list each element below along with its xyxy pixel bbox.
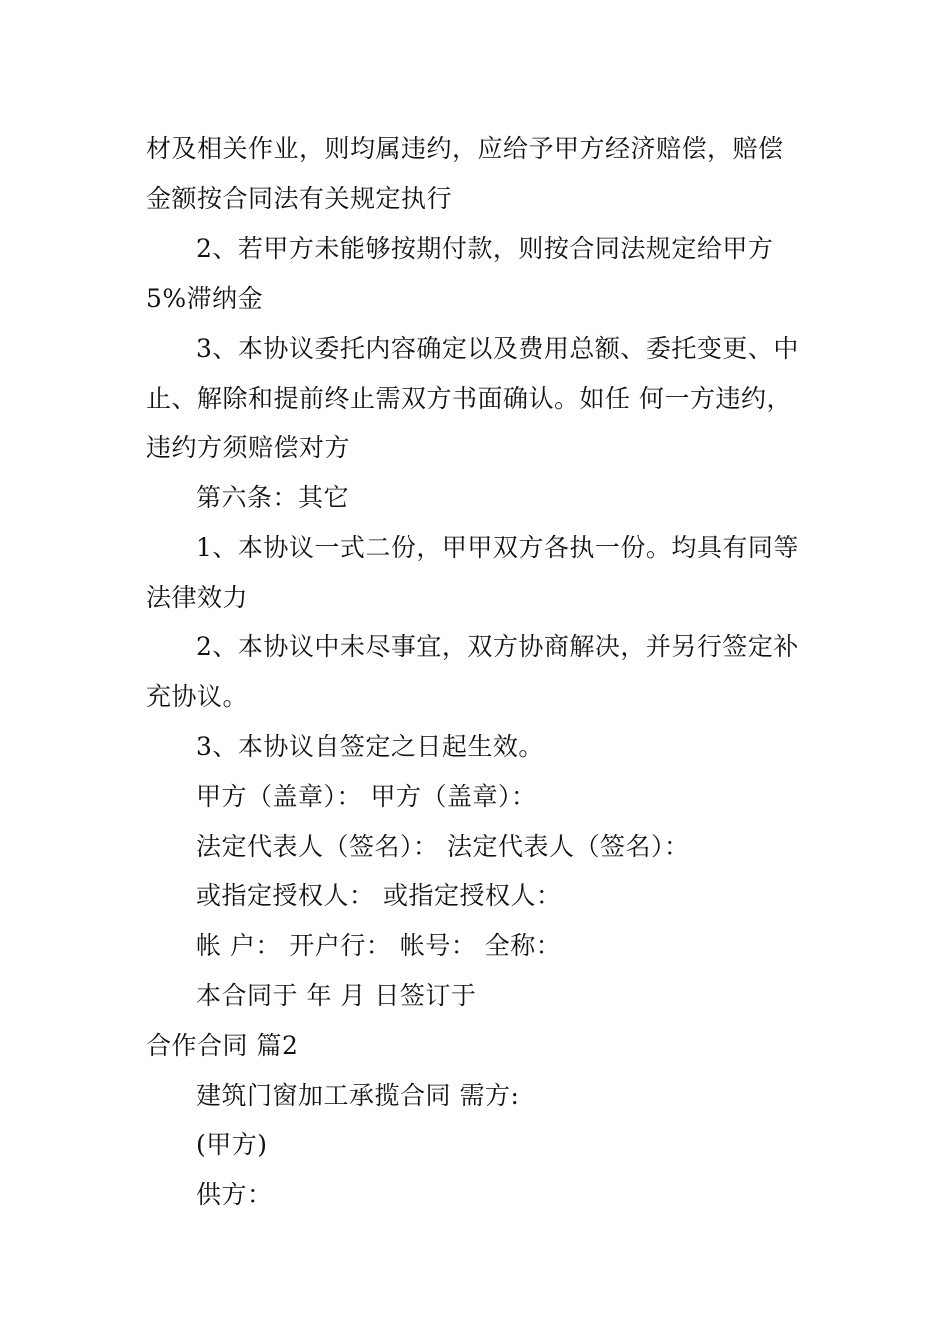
paragraph-line: 充协议。	[146, 682, 249, 711]
paragraph-line: 违约方须赔偿对方	[146, 433, 351, 462]
paragraph-line: 5%滞纳金	[146, 284, 264, 313]
paragraph-line: 3、本协议委托内容确定以及费用总额、委托变更、中	[196, 334, 799, 363]
paragraph-line: 建筑门窗加工承揽合同 需方:	[196, 1081, 520, 1110]
paragraph-line: 止、解除和提前终止需双方书面确认。如任 何一方违约，	[146, 384, 792, 413]
paragraph-line: 材及相关作业，则均属违约，应给予甲方经济赔偿，赔偿	[146, 134, 784, 163]
paragraph-line: 3、本协议自签定之日起生效。	[196, 732, 544, 761]
signature-line: 法定代表人（签名）： 法定代表人（签名）：	[196, 832, 690, 861]
paragraph-line: 2、本协议中未尽事宜，双方协商解决，并另行签定补	[196, 632, 799, 661]
date-line: 本合同于 年 月 日签订于	[196, 981, 477, 1010]
signature-line: 或指定授权人： 或指定授权人：	[196, 881, 562, 910]
paragraph-line: 法律效力	[146, 583, 249, 612]
paragraph-line: 金额按合同法有关规定执行	[146, 184, 453, 213]
section-heading: 第六条：其它	[196, 483, 350, 512]
section-title: 合作合同 篇2	[146, 1031, 299, 1060]
paragraph-line: 1、本协议一式二份，甲甲双方各执一份。均具有同等	[196, 533, 799, 562]
paragraph-line: 供方：	[196, 1180, 273, 1209]
signature-line: 甲方（盖章）： 甲方（盖章）：	[196, 782, 537, 811]
paragraph-line: 2、若甲方未能够按期付款，则按合同法规定给甲方	[196, 234, 774, 263]
paragraph-line: (甲方)	[196, 1130, 268, 1159]
account-line: 帐 户： 开户行： 帐号： 全称：	[196, 931, 562, 960]
